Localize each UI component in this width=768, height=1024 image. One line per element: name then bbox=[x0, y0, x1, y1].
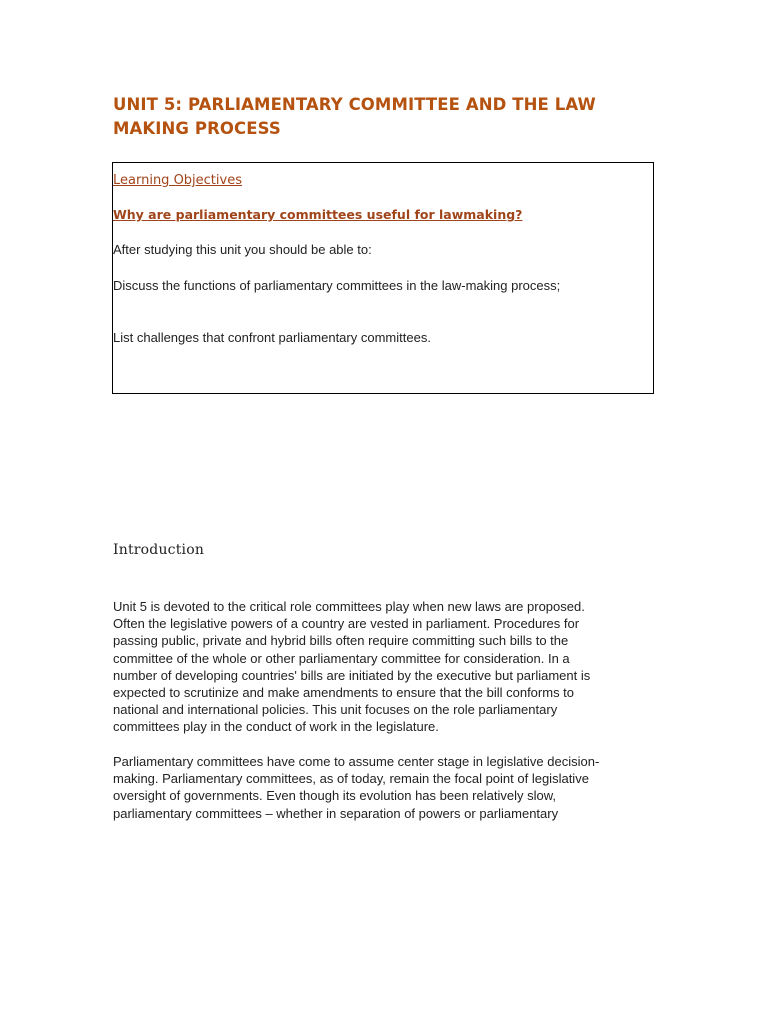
paragraph-line: Unit 5 is devoted to the critical role committees play when new laws are proposed. bbox=[113, 599, 585, 614]
paragraph-line: oversight of governments. Even though its evolution has been relatively slow, bbox=[113, 788, 556, 804]
learning-objectives-box bbox=[112, 162, 654, 394]
paragraph-line: making. Parliamentary committees, as of today, remain the focal point of legislative bbox=[113, 771, 589, 787]
objectives-intro-text: After studying this unit you should be able to: bbox=[113, 242, 372, 257]
paragraph-line: committees play in the conduct of work in the legislature. bbox=[113, 719, 439, 735]
paragraph-line: Parliamentary committees have come to assume center stage in legislative decision- bbox=[113, 754, 600, 769]
unit-title-line-2: MAKING PROCESS bbox=[113, 119, 281, 138]
paragraph-line: national and international policies. This unit focuses on the role parliamentary bbox=[113, 702, 558, 718]
objective-item-1: Discuss the functions of parliamentary committees in the law-making process; bbox=[113, 278, 561, 293]
paragraph-line: parliamentary committees – whether in separation of powers or parliamentary bbox=[113, 805, 559, 821]
paragraph-line: committee of the whole or other parliamentary committee for consideration. In a bbox=[113, 650, 570, 666]
paragraph-line: Often the legislative powers of a country are vested in parliament. Procedures for bbox=[113, 616, 580, 632]
objectives-question-link[interactable]: Why are parliamentary committees useful for lawmaking? bbox=[113, 207, 523, 222]
introduction-heading: Introduction bbox=[113, 542, 205, 558]
unit-title bbox=[113, 93, 633, 141]
paragraph-line: number of developing countries' bills are initiated by the executive but parliament is bbox=[113, 667, 591, 683]
learning-objectives-link[interactable]: Learning Objectives bbox=[113, 173, 242, 188]
paragraph-line: passing public, private and hybrid bills often require committing such bills to the bbox=[113, 633, 569, 649]
paragraph-line: expected to scrutinize and make amendments to ensure that the bill conforms to bbox=[113, 685, 575, 701]
objective-item-2: List challenges that confront parliamentary committees. bbox=[113, 330, 431, 345]
introduction-paragraph-2 bbox=[113, 753, 633, 822]
unit-title-line-1: UNIT 5: PARLIAMENTARY COMMITTEE AND THE LAW bbox=[113, 95, 596, 114]
introduction-paragraph-1 bbox=[113, 598, 633, 736]
